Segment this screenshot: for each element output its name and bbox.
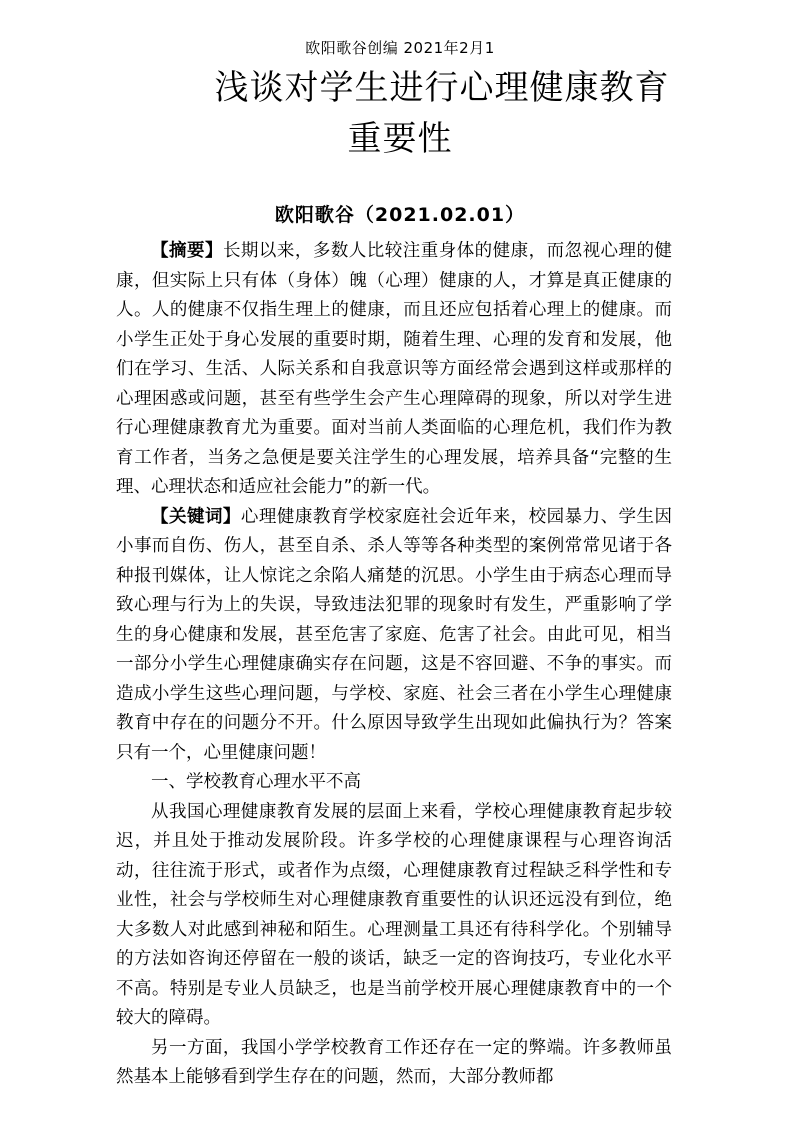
abstract-paragraph <box>116 237 672 503</box>
abstract-label: 【摘要】 <box>151 241 223 261</box>
keywords-paragraph <box>116 503 672 769</box>
section-heading: 一、学校教育心理水平不高 <box>151 772 361 792</box>
keywords-text: 心理健康教育学校家庭社会近年来，校园暴力、学生因小事而自伤、伤人，甚至自杀、杀人等等各种类型的案例常常见诸于各种报刊媒体，让人惊诧之余陷人痛楚的沉思。小学生由于病态心理而导致心理与行为上的失误，导致违法犯罪的现象时有发生，严重影响了学生的身心健康和发展，甚至危害了家庭、危害了社会。由此可见，相当一部分小学生心理健康确实存在问题，这是不容回避、不争的事实。而造成小学生这些心理问题，与学校、家庭、社会三者在小学生心理健康教育中存在的问题分不开。什么原因导致学生出现如此偏执行为？答案只有一个，心里健康问题！ <box>116 506 673 763</box>
document-title-line-1: 浅谈对学生进行心理健康教育 <box>214 68 670 108</box>
document-title-line-2: 重要性 <box>347 119 453 159</box>
abstract-text: 长期以来，多数人比较注重身体的健康，而忽视心理的健康，但实际上只有体（身体）魄（心理）健康的人，才算是真正健康的人。人的健康不仅指生理上的健康，而且还应包括着心理上的健康。而小学生正处于身心发展的重要时期，随着生理、心理的发育和发展，他们在学习、生活、人际关系和自我意识等方面经常会遇到这样或那样的心理困惑或问题，甚至有些学生会产生心理障碍的现象，所以对学生进行心理健康教育尤为重要。面对当前人类面临的心理危机，我们作为教育工作者，当务之急便是要关注学生的心理发展，培养具备“完整的生理、心理状态和适应社会能力”的新一代。 <box>116 241 673 497</box>
section-paragraph-2: 另一方面，我国小学学校教育工作还存在一定的弊端。许多教师虽然基本上能够看到学生存在的问题，然而，大部分教师都 <box>116 1037 672 1087</box>
document-body <box>116 237 672 1093</box>
keywords-label: 【关键词】 <box>151 506 241 527</box>
page-header: 欧阳歌谷创编 2021年2月1 <box>305 39 495 57</box>
section-paragraph-1: 从我国心理健康教育发展的层面上来看，学校心理健康教育起步较迟，并且处于推动发展阶段。许多学校的心理健康课程与心理咨询活动，往往流于形式，或者作为点缀，心理健康教育过程缺乏科学性和专业性，社会与学校师生对心理健康教育重要性的认识还远没有到位，绝大多数人对此感到神秘和陌生。心理测量工具还有待科学化。个别辅导的方法如咨询还停留在一般的谈话，缺乏一定的咨询技巧，专业化水平不高。特别是专业人员缺乏，也是当前学校开展心理健康教育中的一个较大的障碍。 <box>116 801 672 1028</box>
author-line: 欧阳歌谷（2021.02.01） <box>274 204 526 226</box>
